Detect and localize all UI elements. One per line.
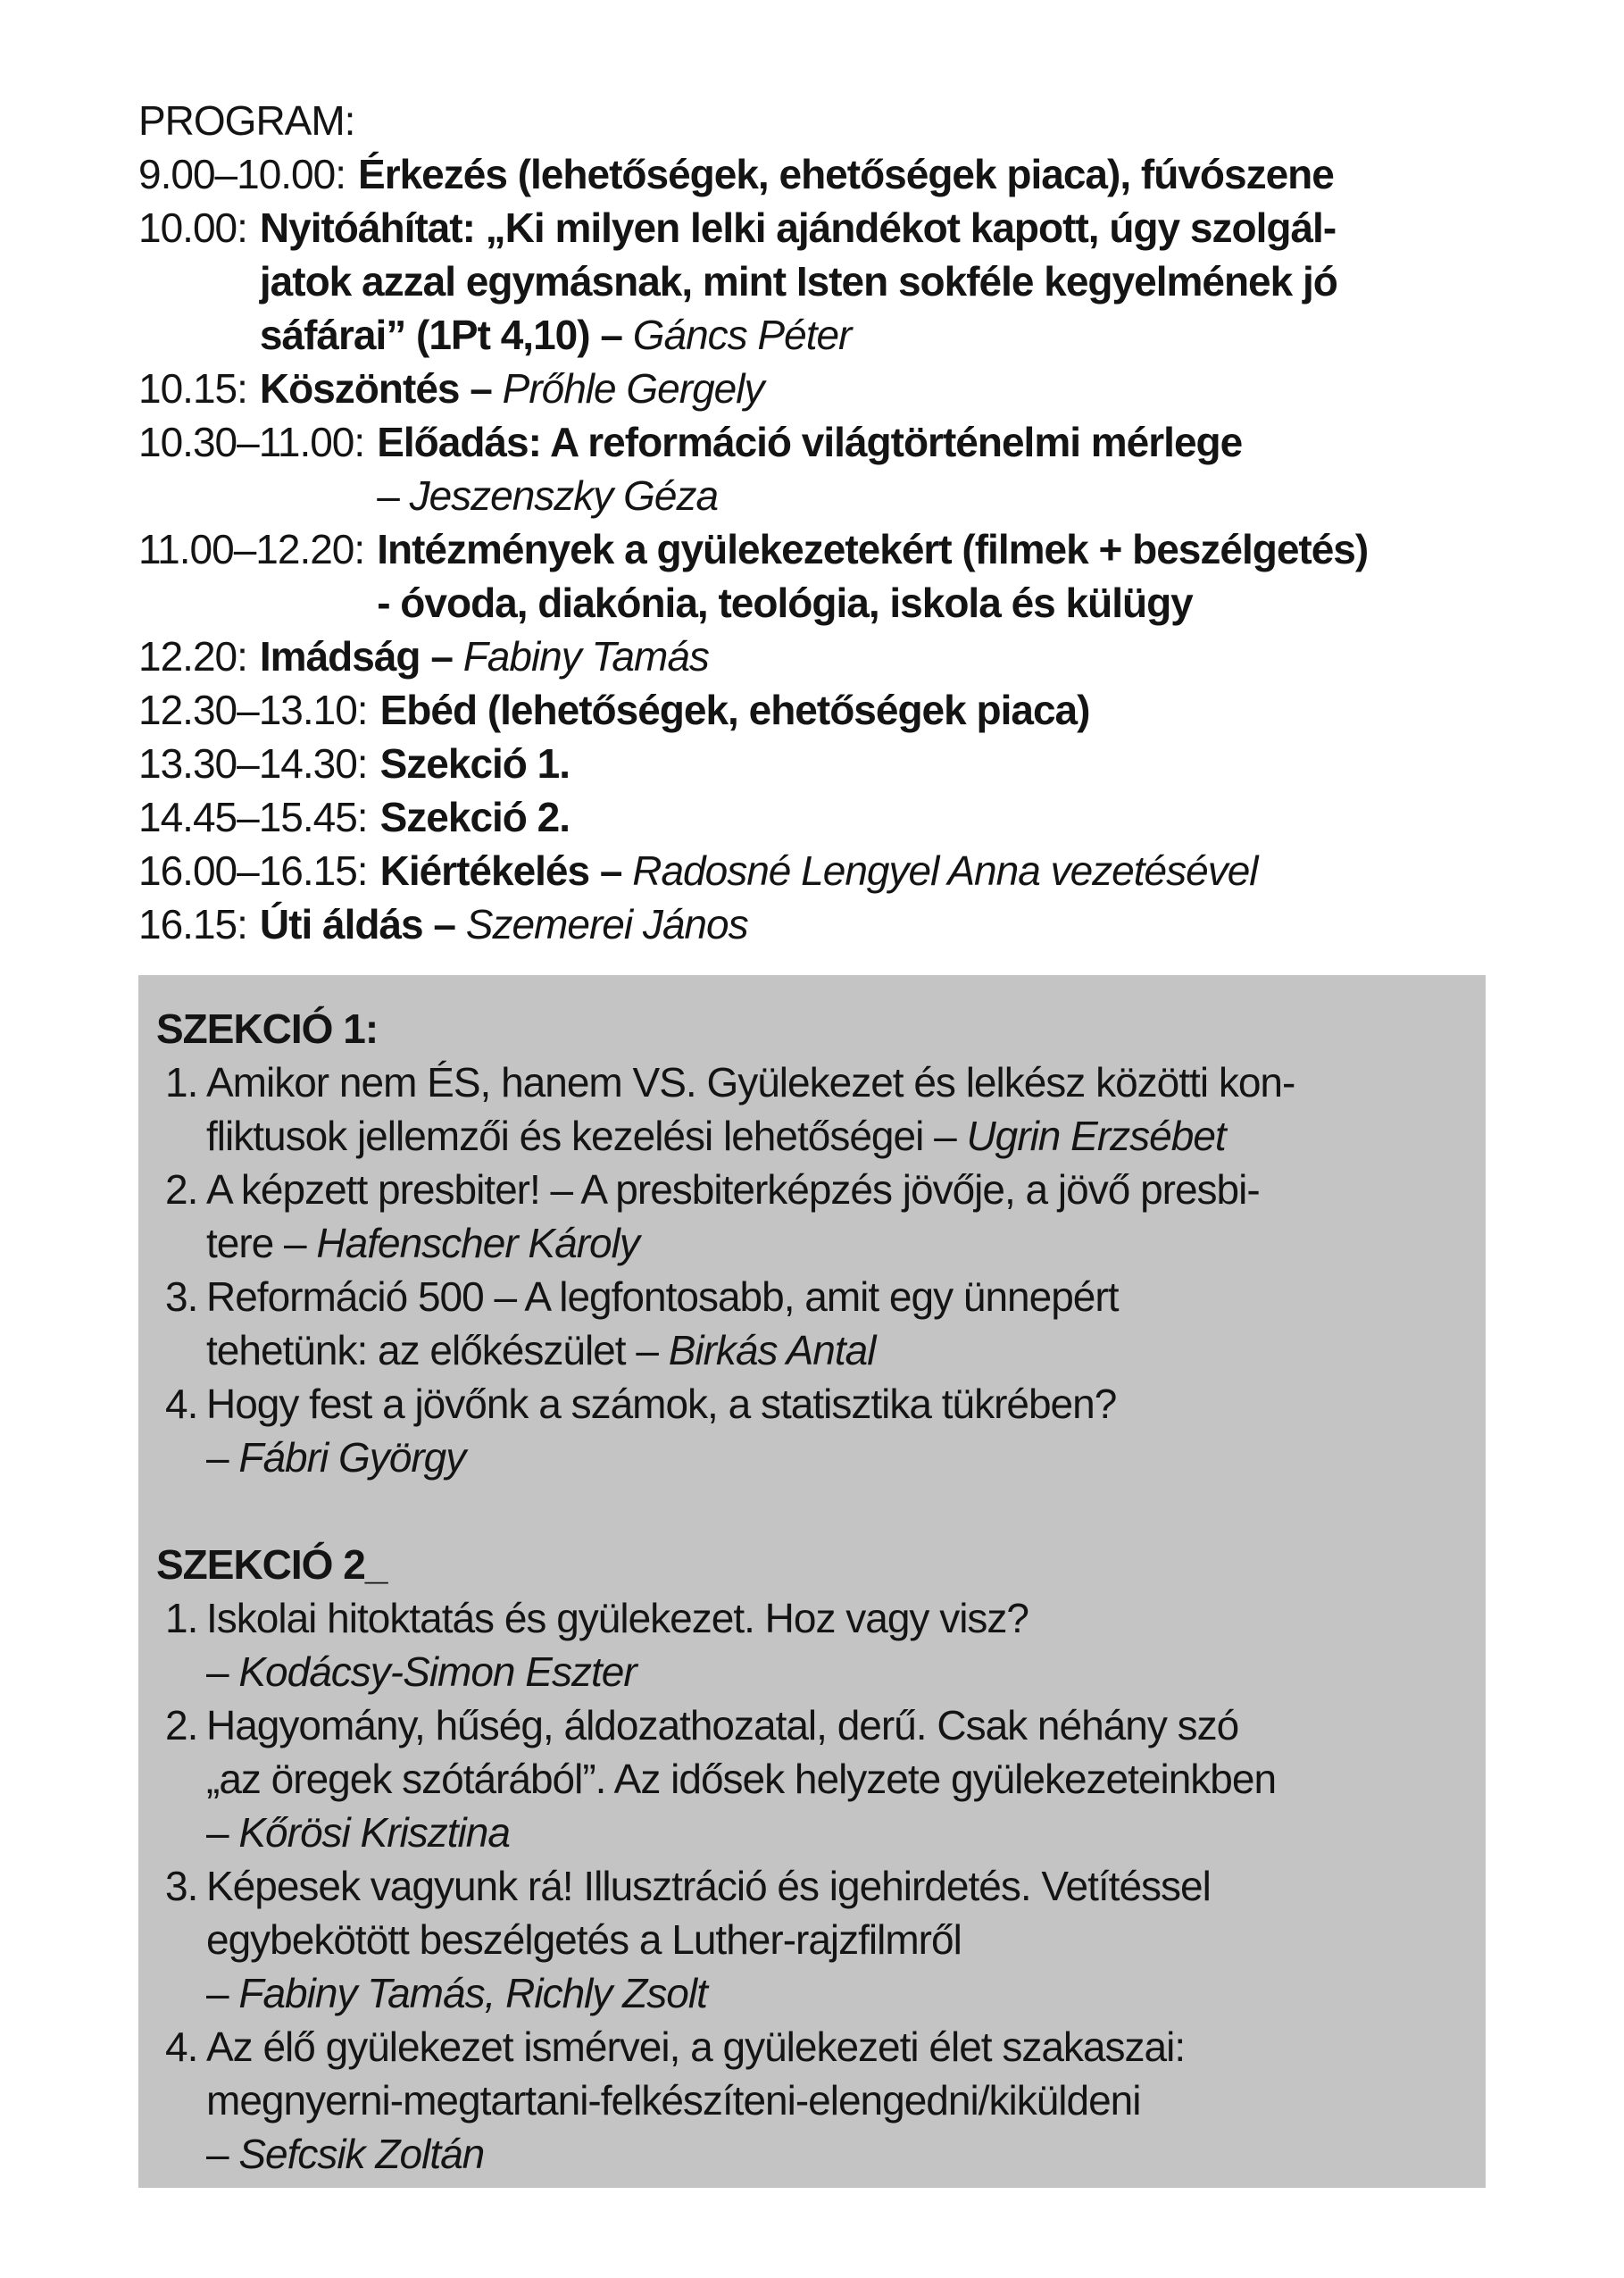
text-segment: –: [377, 472, 410, 519]
text-segment: Hafenscher Károly: [316, 1220, 639, 1266]
program-entry-time: 13.30–14.30:: [138, 740, 368, 787]
section-heading: SZEKCIÓ 2_: [156, 1541, 387, 1588]
agenda-item: [165, 1377, 1486, 1484]
item-body: [206, 1591, 1029, 1698]
item-number: 3.: [165, 1273, 198, 1320]
section-heading: SZEKCIÓ 1:: [156, 1005, 379, 1052]
text-line: [260, 201, 1337, 255]
item-number: 4.: [165, 2023, 198, 2070]
agenda-item: [165, 1270, 1486, 1377]
text-line: [377, 522, 1368, 576]
program-entry-time: 16.00–16.15:: [138, 847, 368, 894]
program-entry-time: 10.30–11.00:: [138, 419, 365, 465]
program-entry-body: [377, 522, 1368, 630]
item-body: [206, 1859, 1211, 2020]
text-segment: „az öregek szótárából”. Az idősek helyzete gyülekezeteinkben: [206, 1756, 1277, 1802]
agenda-item: [165, 1591, 1486, 1698]
program-list: [138, 147, 1624, 951]
text-line: [206, 1645, 1029, 1698]
program-heading: PROGRAM:: [138, 97, 355, 144]
text-segment: - óvoda, diakónia, teológia, iskola és külügy: [377, 580, 1193, 626]
text-segment: Kodácsy-Simon Eszter: [238, 1648, 637, 1695]
item-number: 2.: [165, 1702, 198, 1748]
text-segment: Szekció 2.: [379, 794, 570, 840]
text-segment: jatok azzal egymásnak, mint Isten sokféle kegyelmének jó: [259, 258, 1337, 305]
program-entry-time: 9.00–10.00:: [138, 151, 346, 197]
text-segment: Ugrin Erzsébet: [966, 1113, 1226, 1159]
program-entry: [138, 201, 1624, 362]
program-entry: [138, 362, 1624, 415]
item-body: [206, 2020, 1185, 2181]
text-segment: Fabiny Tamás, Richly Zsolt: [238, 1970, 707, 2016]
text-segment: Radosné Lengyel Anna vezetésével: [632, 847, 1258, 894]
text-segment: sáfárai” (1Pt 4,10) –: [259, 312, 633, 358]
program-entry-body: [260, 201, 1337, 362]
text-segment: Fábri György: [238, 1434, 466, 1481]
text-segment: Szemerei János: [465, 901, 748, 947]
agenda-item: [165, 2020, 1486, 2181]
program-entry: [138, 790, 1624, 844]
text-segment: Jeszenszky Géza: [409, 472, 719, 519]
program-entry-time: 10.15:: [138, 365, 247, 412]
text-segment: Fabiny Tamás: [462, 633, 709, 680]
text-line: [206, 1109, 1295, 1163]
text-line: [260, 255, 1337, 308]
program-entry-body: [260, 897, 748, 951]
text-line: [260, 308, 1337, 362]
text-segment: –: [206, 1970, 239, 2016]
program-entry-body: [358, 147, 1334, 201]
text-line: [260, 897, 748, 951]
agenda-item: [165, 1859, 1486, 2020]
program-entry: [138, 683, 1624, 737]
program-entry: [138, 415, 1624, 522]
text-line: [206, 1431, 1116, 1484]
text-line: [377, 576, 1368, 630]
text-line: [206, 1966, 1211, 2020]
program-entry: [138, 522, 1624, 630]
text-line: [206, 1216, 1260, 1270]
text-line: [380, 844, 1258, 897]
text-segment: Érkezés (lehetőségek, ehetőségek piaca), fúvószene: [358, 151, 1334, 197]
text-line: [206, 1913, 1211, 1966]
text-segment: Prőhle Gergely: [502, 365, 764, 412]
text-segment: –: [206, 2131, 239, 2177]
text-segment: Szekció 1.: [379, 740, 570, 787]
text-segment: Köszöntés –: [259, 365, 503, 412]
text-line: [380, 737, 570, 790]
text-segment: Hagyomány, hűség, áldozathozatal, derű. Csak néhány szó: [206, 1702, 1239, 1748]
text-segment: Nyitóáhítat: „Ki milyen lelki ajándékot kapott, úgy szolgál-: [259, 204, 1337, 251]
item-body: [206, 1270, 1118, 1377]
text-segment: Intézmények a gyülekezetekért (filmek + beszélgetés): [377, 526, 1369, 572]
program-entry-body: [260, 630, 709, 683]
text-line: [260, 362, 764, 415]
item-body: [206, 1056, 1295, 1163]
program-entry-body: [380, 790, 570, 844]
text-segment: Hogy fest a jövőnk a számok, a statisztika tükrében?: [206, 1381, 1117, 1427]
item-number: 3.: [165, 1863, 198, 1909]
program-entry: [138, 897, 1624, 951]
agenda-item: [165, 1698, 1486, 1859]
text-line: [206, 1270, 1118, 1323]
text-segment: –: [206, 1434, 239, 1481]
program-entry-time: 12.20:: [138, 633, 247, 680]
text-line: [206, 2020, 1185, 2074]
program-entry-time: 14.45–15.45:: [138, 794, 368, 840]
text-segment: Kőrösi Krisztina: [238, 1809, 510, 1856]
text-line: [206, 1163, 1260, 1216]
program-entry-body: [380, 683, 1090, 737]
program-entry-time: 10.00:: [138, 204, 247, 251]
item-body: [206, 1698, 1276, 1859]
text-segment: Iskolai hitoktatás és gyülekezet. Hoz vagy visz?: [206, 1595, 1029, 1641]
program-entry-body: [260, 362, 764, 415]
program-entry: [138, 844, 1624, 897]
text-segment: Amikor nem ÉS, hanem VS. Gyülekezet és lelkész közötti kon-: [206, 1059, 1295, 1106]
agenda-item: [165, 1163, 1486, 1270]
program-entry: [138, 630, 1624, 683]
program-entry: [138, 737, 1624, 790]
text-segment: Imádság –: [259, 633, 463, 680]
item-body: [206, 1163, 1260, 1270]
text-segment: –: [206, 1809, 239, 1856]
program-entry-time: 16.15:: [138, 901, 247, 947]
text-segment: Az élő gyülekezet ismérvei, a gyülekezeti élet szakaszai:: [206, 2023, 1186, 2070]
text-line: [206, 1806, 1276, 1859]
text-line: [206, 1859, 1211, 1913]
program-entry-time: 12.30–13.10:: [138, 687, 368, 733]
item-number: 2.: [165, 1166, 198, 1213]
item-number: 4.: [165, 1381, 198, 1427]
text-line: [380, 790, 570, 844]
text-line: [260, 630, 709, 683]
text-segment: Reformáció 500 – A legfontosabb, amit egy ünnepért: [206, 1273, 1119, 1320]
text-line: [206, 1377, 1116, 1431]
text-segment: Előadás: A reformáció világtörténelmi mérlege: [377, 419, 1243, 465]
item-number: 1.: [165, 1595, 198, 1641]
text-segment: megnyerni-megtartani-felkészíteni-elengedni/kiküldeni: [206, 2077, 1141, 2124]
text-line: [206, 1698, 1276, 1752]
item-number: 1.: [165, 1059, 198, 1106]
text-line: [206, 1752, 1276, 1806]
text-line: [206, 1591, 1029, 1645]
text-segment: egybekötött beszélgetés a Luther-rajzfilmről: [206, 1916, 962, 1963]
text-segment: tehetünk: az előkészület –: [206, 1327, 669, 1373]
text-line: [377, 415, 1242, 469]
program-section: [138, 94, 1624, 951]
text-segment: Képesek vagyunk rá! Illusztráció és igehirdetés. Vetítéssel: [206, 1863, 1211, 1909]
text-line: [206, 2127, 1185, 2181]
text-segment: Birkás Antal: [668, 1327, 876, 1373]
text-segment: Ebéd (lehetőségek, ehetőségek piaca): [379, 687, 1090, 733]
text-line: [206, 1323, 1118, 1377]
program-entry-body: [380, 844, 1258, 897]
text-line: [358, 147, 1334, 201]
text-segment: tere –: [206, 1220, 317, 1266]
text-line: [377, 469, 1242, 522]
text-segment: Sefcsik Zoltán: [238, 2131, 485, 2177]
item-body: [206, 1377, 1116, 1484]
text-line: [206, 1056, 1295, 1109]
text-line: [380, 683, 1090, 737]
program-entry: [138, 147, 1624, 201]
text-segment: –: [206, 1648, 239, 1695]
text-segment: Úti áldás –: [259, 901, 466, 947]
agenda-item: [165, 1056, 1486, 1163]
text-segment: Kiértékelés –: [379, 847, 633, 894]
text-segment: fliktusok jellemzői és kezelési lehetőségei –: [206, 1113, 967, 1159]
text-segment: A képzett presbiter! – A presbiterképzés jövője, a jövő presbi-: [206, 1166, 1260, 1213]
program-entry-body: [377, 415, 1242, 522]
sections-box: [138, 975, 1486, 2188]
program-entry-time: 11.00–12.20:: [138, 526, 365, 572]
text-segment: Gáncs Péter: [632, 312, 852, 358]
text-line: [206, 2074, 1185, 2127]
program-entry-body: [380, 737, 570, 790]
